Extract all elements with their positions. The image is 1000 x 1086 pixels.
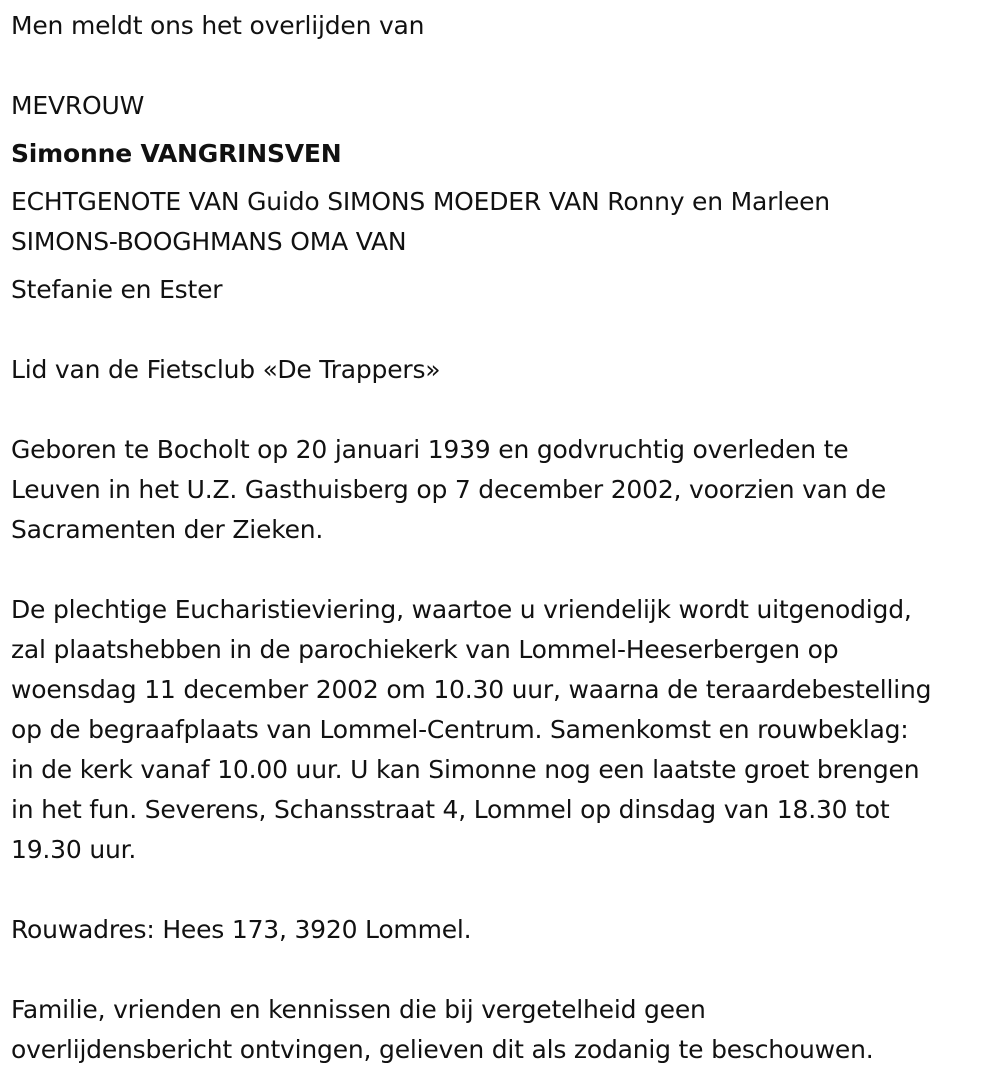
relations-line: Stefanie en Ester (11, 275, 223, 304)
mourning-address: Rouwadres: Hees 173, 3920 Lommel. (11, 915, 472, 944)
closing-line: Familie, vrienden en kennissen die bij vergetelheid geen (11, 995, 706, 1024)
relations-line: SIMONS-BOOGHMANS OMA VAN (11, 227, 407, 256)
ceremony-line: zal plaatshebben in de parochiekerk van Lommel-Heeserbergen op (11, 635, 839, 664)
birth-death-line: Geboren te Bocholt op 20 januari 1939 en godvruchtig overleden te (11, 435, 849, 464)
birth-death-line: Leuven in het U.Z. Gasthuisberg op 7 december 2002, voorzien van de (11, 475, 887, 504)
ceremony-line: 19.30 uur. (11, 835, 137, 864)
ceremony-line: op de begraafplaats van Lommel-Centrum. Samenkomst en rouwbeklag: (11, 715, 909, 744)
deceased-name: Simonne VANGRINSVEN (11, 139, 342, 168)
intro-text: Men meldt ons het overlijden van (11, 11, 425, 40)
ceremony-line: woensdag 11 december 2002 om 10.30 uur, waarna de teraardebestelling (11, 675, 932, 704)
honorific: MEVROUW (11, 91, 145, 120)
birth-death-line: Sacramenten der Zieken. (11, 515, 324, 544)
relations-line: ECHTGENOTE VAN Guido SIMONS MOEDER VAN Ronny en Marleen (11, 187, 830, 216)
ceremony-line: in het fun. Severens, Schansstraat 4, Lommel op dinsdag van 18.30 tot (11, 795, 890, 824)
club-membership: Lid van de Fietsclub «De Trappers» (11, 355, 441, 384)
ceremony-line: De plechtige Eucharistieviering, waartoe u vriendelijk wordt uitgenodigd, (11, 595, 912, 624)
ceremony-line: in de kerk vanaf 10.00 uur. U kan Simonne nog een laatste groet brengen (11, 755, 920, 784)
closing-line: overlijdensbericht ontvingen, gelieven dit als zodanig te beschouwen. (11, 1035, 874, 1064)
